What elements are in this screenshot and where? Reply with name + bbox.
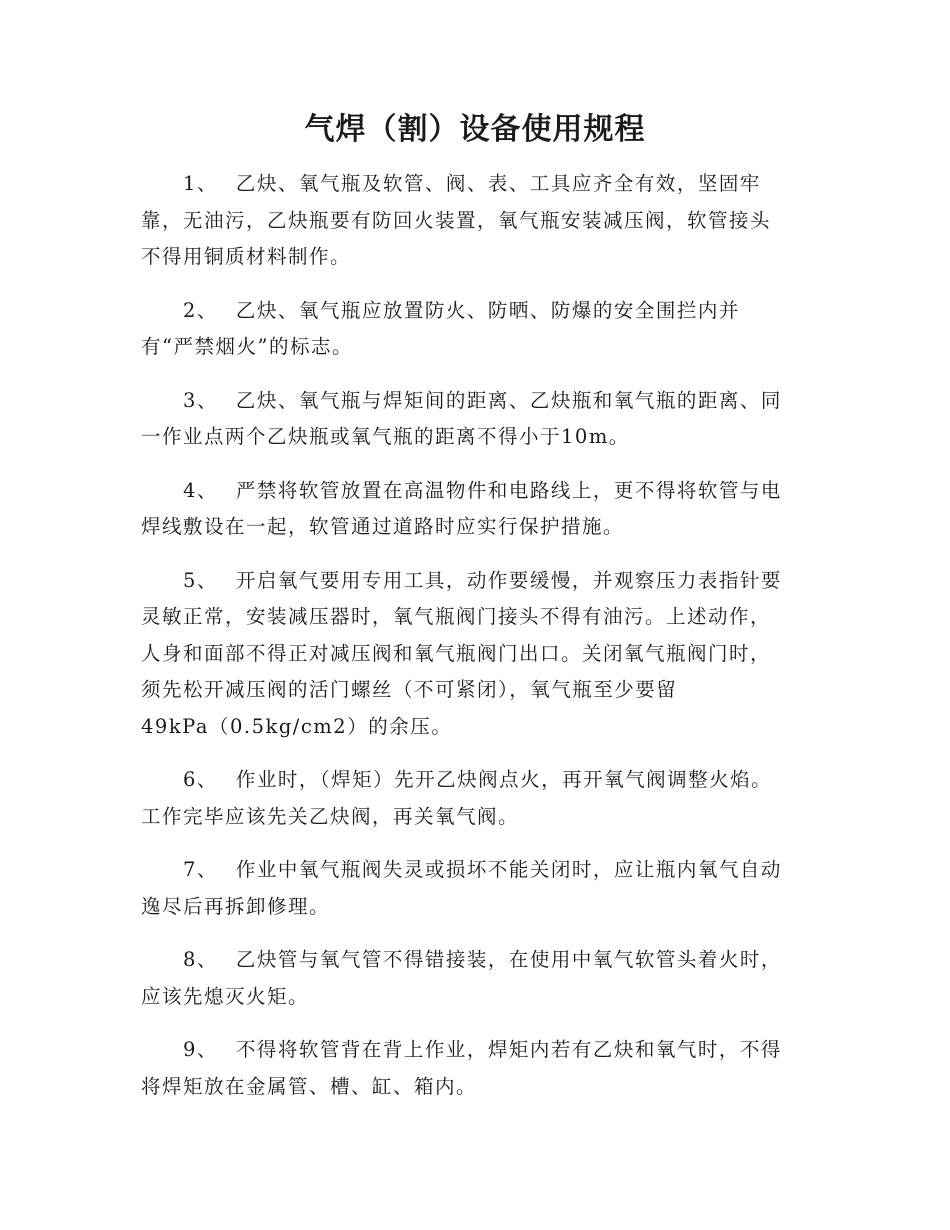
clause-line: 逸尽后再拆卸修理。 bbox=[141, 894, 331, 918]
clause-8 bbox=[141, 942, 801, 1015]
clause-line: 将焊矩放在金属管、槽、缸、箱内。 bbox=[141, 1074, 478, 1098]
clause-line bbox=[141, 383, 801, 420]
clause-line: 49kPa（0.5kg/cm2）的余压。 bbox=[141, 714, 453, 738]
clause-4 bbox=[141, 473, 801, 546]
clause-9 bbox=[141, 1032, 801, 1105]
clause-text: 作业中氧气瓶阀失灵或损坏不能关闭时，应让瓶内氧气自动 bbox=[235, 858, 782, 881]
clause-text: 开启氧气要用专用工具，动作要缓慢，并观察压力表指针要 bbox=[235, 568, 782, 592]
document-title: 气焊（割）设备使用规程 bbox=[304, 112, 646, 147]
clause-7 bbox=[141, 852, 801, 925]
clause-number: 4、 bbox=[183, 478, 218, 502]
clause-line bbox=[141, 473, 801, 510]
clause-line: 须先松开减压阀的活门螺丝（不可紧闭），氧气瓶至少要留 bbox=[141, 678, 678, 701]
clause-line: 应该先熄灭火矩。 bbox=[141, 984, 310, 1008]
clause-3 bbox=[141, 383, 801, 456]
clause-1 bbox=[141, 166, 801, 276]
clause-text: 作业时，（焊矩）先开乙炔阀点火，再开氧气阀调整火焰。 bbox=[235, 768, 773, 791]
clause-line: 有“严禁烟火”的标志。 bbox=[141, 335, 353, 358]
clause-number: 8、 bbox=[183, 948, 218, 971]
clause-number: 6、 bbox=[183, 768, 218, 791]
document-body bbox=[141, 166, 801, 1122]
clause-5 bbox=[141, 563, 801, 746]
clause-number: 1、 bbox=[183, 172, 218, 195]
clause-6 bbox=[141, 762, 801, 835]
clause-line bbox=[141, 293, 801, 330]
clause-text: 乙炔、氧气瓶与焊矩间的距离、乙炔瓶和氧气瓶的距离、同 bbox=[235, 388, 782, 412]
clause-number: 7、 bbox=[183, 858, 218, 881]
clause-line bbox=[141, 166, 801, 203]
clause-line bbox=[141, 1032, 801, 1069]
clause-2 bbox=[141, 293, 801, 366]
clause-line bbox=[141, 852, 801, 889]
clause-line: 靠，无油污，乙炔瓶要有防回火装置，氧气瓶安装减压阀，软管接头 bbox=[141, 208, 772, 232]
clause-text: 乙炔管与氧气管不得错接装，在使用中氧气软管头着火时， bbox=[235, 948, 782, 971]
clause-number: 9、 bbox=[183, 1038, 218, 1061]
clause-text: 乙炔、氧气瓶应放置防火、防晒、防爆的安全围拦内并 bbox=[235, 298, 740, 322]
clause-number: 2、 bbox=[183, 298, 218, 322]
clause-line: 工作完毕应该先关乙炔阀，再关氧气阀。 bbox=[141, 804, 520, 828]
clause-line: 人身和面部不得正对减压阀和氧气瓶阀门出口。关闭氧气瓶阀门时， bbox=[141, 641, 772, 665]
clause-line: 不得用铜质材料制作。 bbox=[141, 245, 352, 268]
clause-line bbox=[141, 563, 801, 600]
clause-line bbox=[141, 942, 801, 979]
clause-number: 5、 bbox=[183, 568, 218, 592]
clause-text: 不得将软管背在背上作业，焊矩内若有乙炔和氧气时，不得 bbox=[235, 1038, 782, 1061]
clause-line: 焊线敷设在一起，软管通过道路时应实行保护措施。 bbox=[141, 515, 625, 538]
clause-line: 一作业点两个乙炔瓶或氧气瓶的距离不得小于10m。 bbox=[141, 425, 630, 448]
clause-text: 严禁将软管放置在高温物件和电路线上，更不得将软管与电 bbox=[235, 478, 782, 502]
clause-text: 乙炔、氧气瓶及软管、阀、表、工具应齐全有效，坚固牢 bbox=[235, 172, 761, 195]
clause-line: 灵敏正常，安装减压器时，氧气瓶阀门接头不得有油污。上述动作， bbox=[141, 605, 772, 628]
clause-line bbox=[141, 762, 801, 799]
clause-number: 3、 bbox=[183, 388, 218, 412]
